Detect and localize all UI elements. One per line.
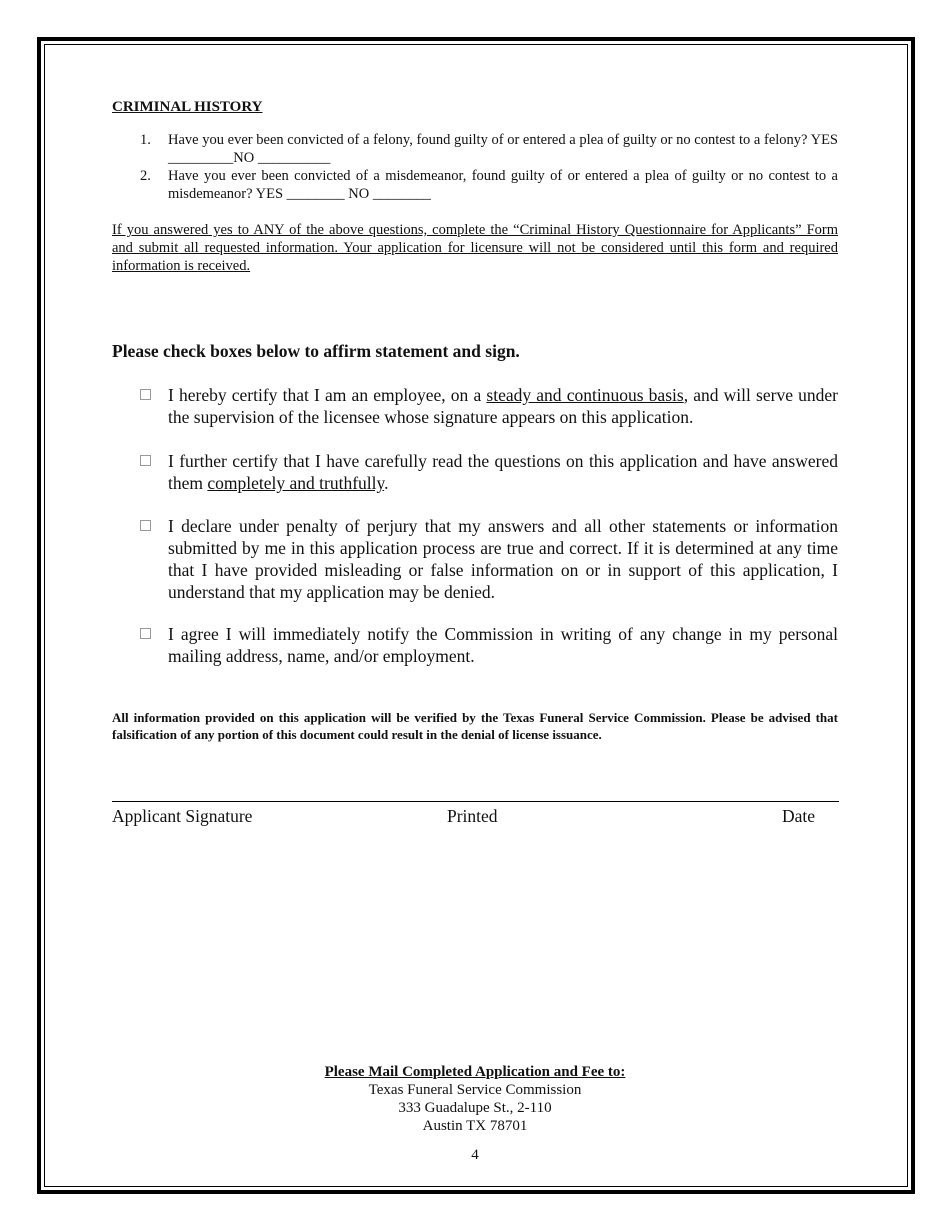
question-1 <box>112 131 838 167</box>
question-2 <box>112 167 838 203</box>
criminal-history-notice: If you answered yes to ANY of the above questions, complete the “Criminal History Questionnaire for Applicants” Form and submit all requested information. Your application for licensure will not be considered until this form and required information is received. <box>112 222 838 274</box>
cert-underlined-text: steady and continuous basis <box>486 385 684 405</box>
criminal-history-questions <box>112 131 838 203</box>
certification-1 <box>112 384 838 428</box>
certification-checkbox[interactable] <box>140 389 151 400</box>
question-number: 2. <box>140 168 151 184</box>
page-border <box>37 37 915 1194</box>
cert-text-part: I hereby certify that I am an employee, on a <box>168 385 487 405</box>
certification-text <box>112 384 838 428</box>
mailing-address-line: Austin TX 78701 <box>422 1118 528 1134</box>
question-number: 1. <box>140 132 151 148</box>
certification-3 <box>112 515 838 603</box>
date-label: Date <box>782 806 816 826</box>
page-number: 4 <box>471 1147 479 1163</box>
question-text: Have you ever been convicted of a felony, found guilty of or entered a plea of guilty or no contest to a felony? YES _________NO __________ <box>168 132 838 166</box>
cert-text-part: I further certify that I have carefully read the questions on this application and have answered them <box>168 451 838 493</box>
mailing-heading: Please Mail Completed Application and Fee to: <box>324 1064 626 1080</box>
affirm-heading: Please check boxes below to affirm statement and sign. <box>112 341 520 361</box>
certification-text: I agree I will immediately notify the Commission in writing of any change in my personal mailing address, name, and/or employment. <box>168 624 838 666</box>
certification-2 <box>112 450 838 494</box>
certification-4 <box>112 623 838 667</box>
signature-line[interactable] <box>112 801 839 802</box>
mailing-address-line: Texas Funeral Service Commission <box>368 1082 582 1098</box>
cert-text-part: . <box>384 473 389 493</box>
certification-checkbox[interactable] <box>140 628 151 639</box>
question-text: Have you ever been convicted of a misdemeanor, found guilty of or entered a plea of guilty or no contest to a misdemeanor? YES ________ NO ________ <box>168 168 838 202</box>
criminal-history-heading: CRIMINAL HISTORY <box>112 99 263 115</box>
certification-checkbox[interactable] <box>140 455 151 466</box>
certification-text <box>112 450 838 494</box>
mailing-address-line: 333 Guadalupe St., 2-110 <box>398 1100 552 1116</box>
page-border-inner <box>44 44 908 1187</box>
certification-text: I declare under penalty of perjury that my answers and all other statements or information submitted by me in this application process are true and correct. If it is determined at any time that I have provided misleading or false information on or in support of this application, I understand that my application may be denied. <box>168 516 838 602</box>
cert-text-part: , and will serve under the supervision of the licensee whose signature appears on this application. <box>168 385 838 427</box>
printed-label: Printed <box>447 806 498 826</box>
cert-underlined-text: completely and truthfully <box>207 473 385 493</box>
applicant-signature-label: Applicant Signature <box>112 806 253 826</box>
verification-notice: All information provided on this application will be verified by the Texas Funeral Service Commission. Please be advised that falsification of any portion of this document could result in the denial of license issuance. <box>112 710 838 742</box>
certification-checkbox[interactable] <box>140 520 151 531</box>
